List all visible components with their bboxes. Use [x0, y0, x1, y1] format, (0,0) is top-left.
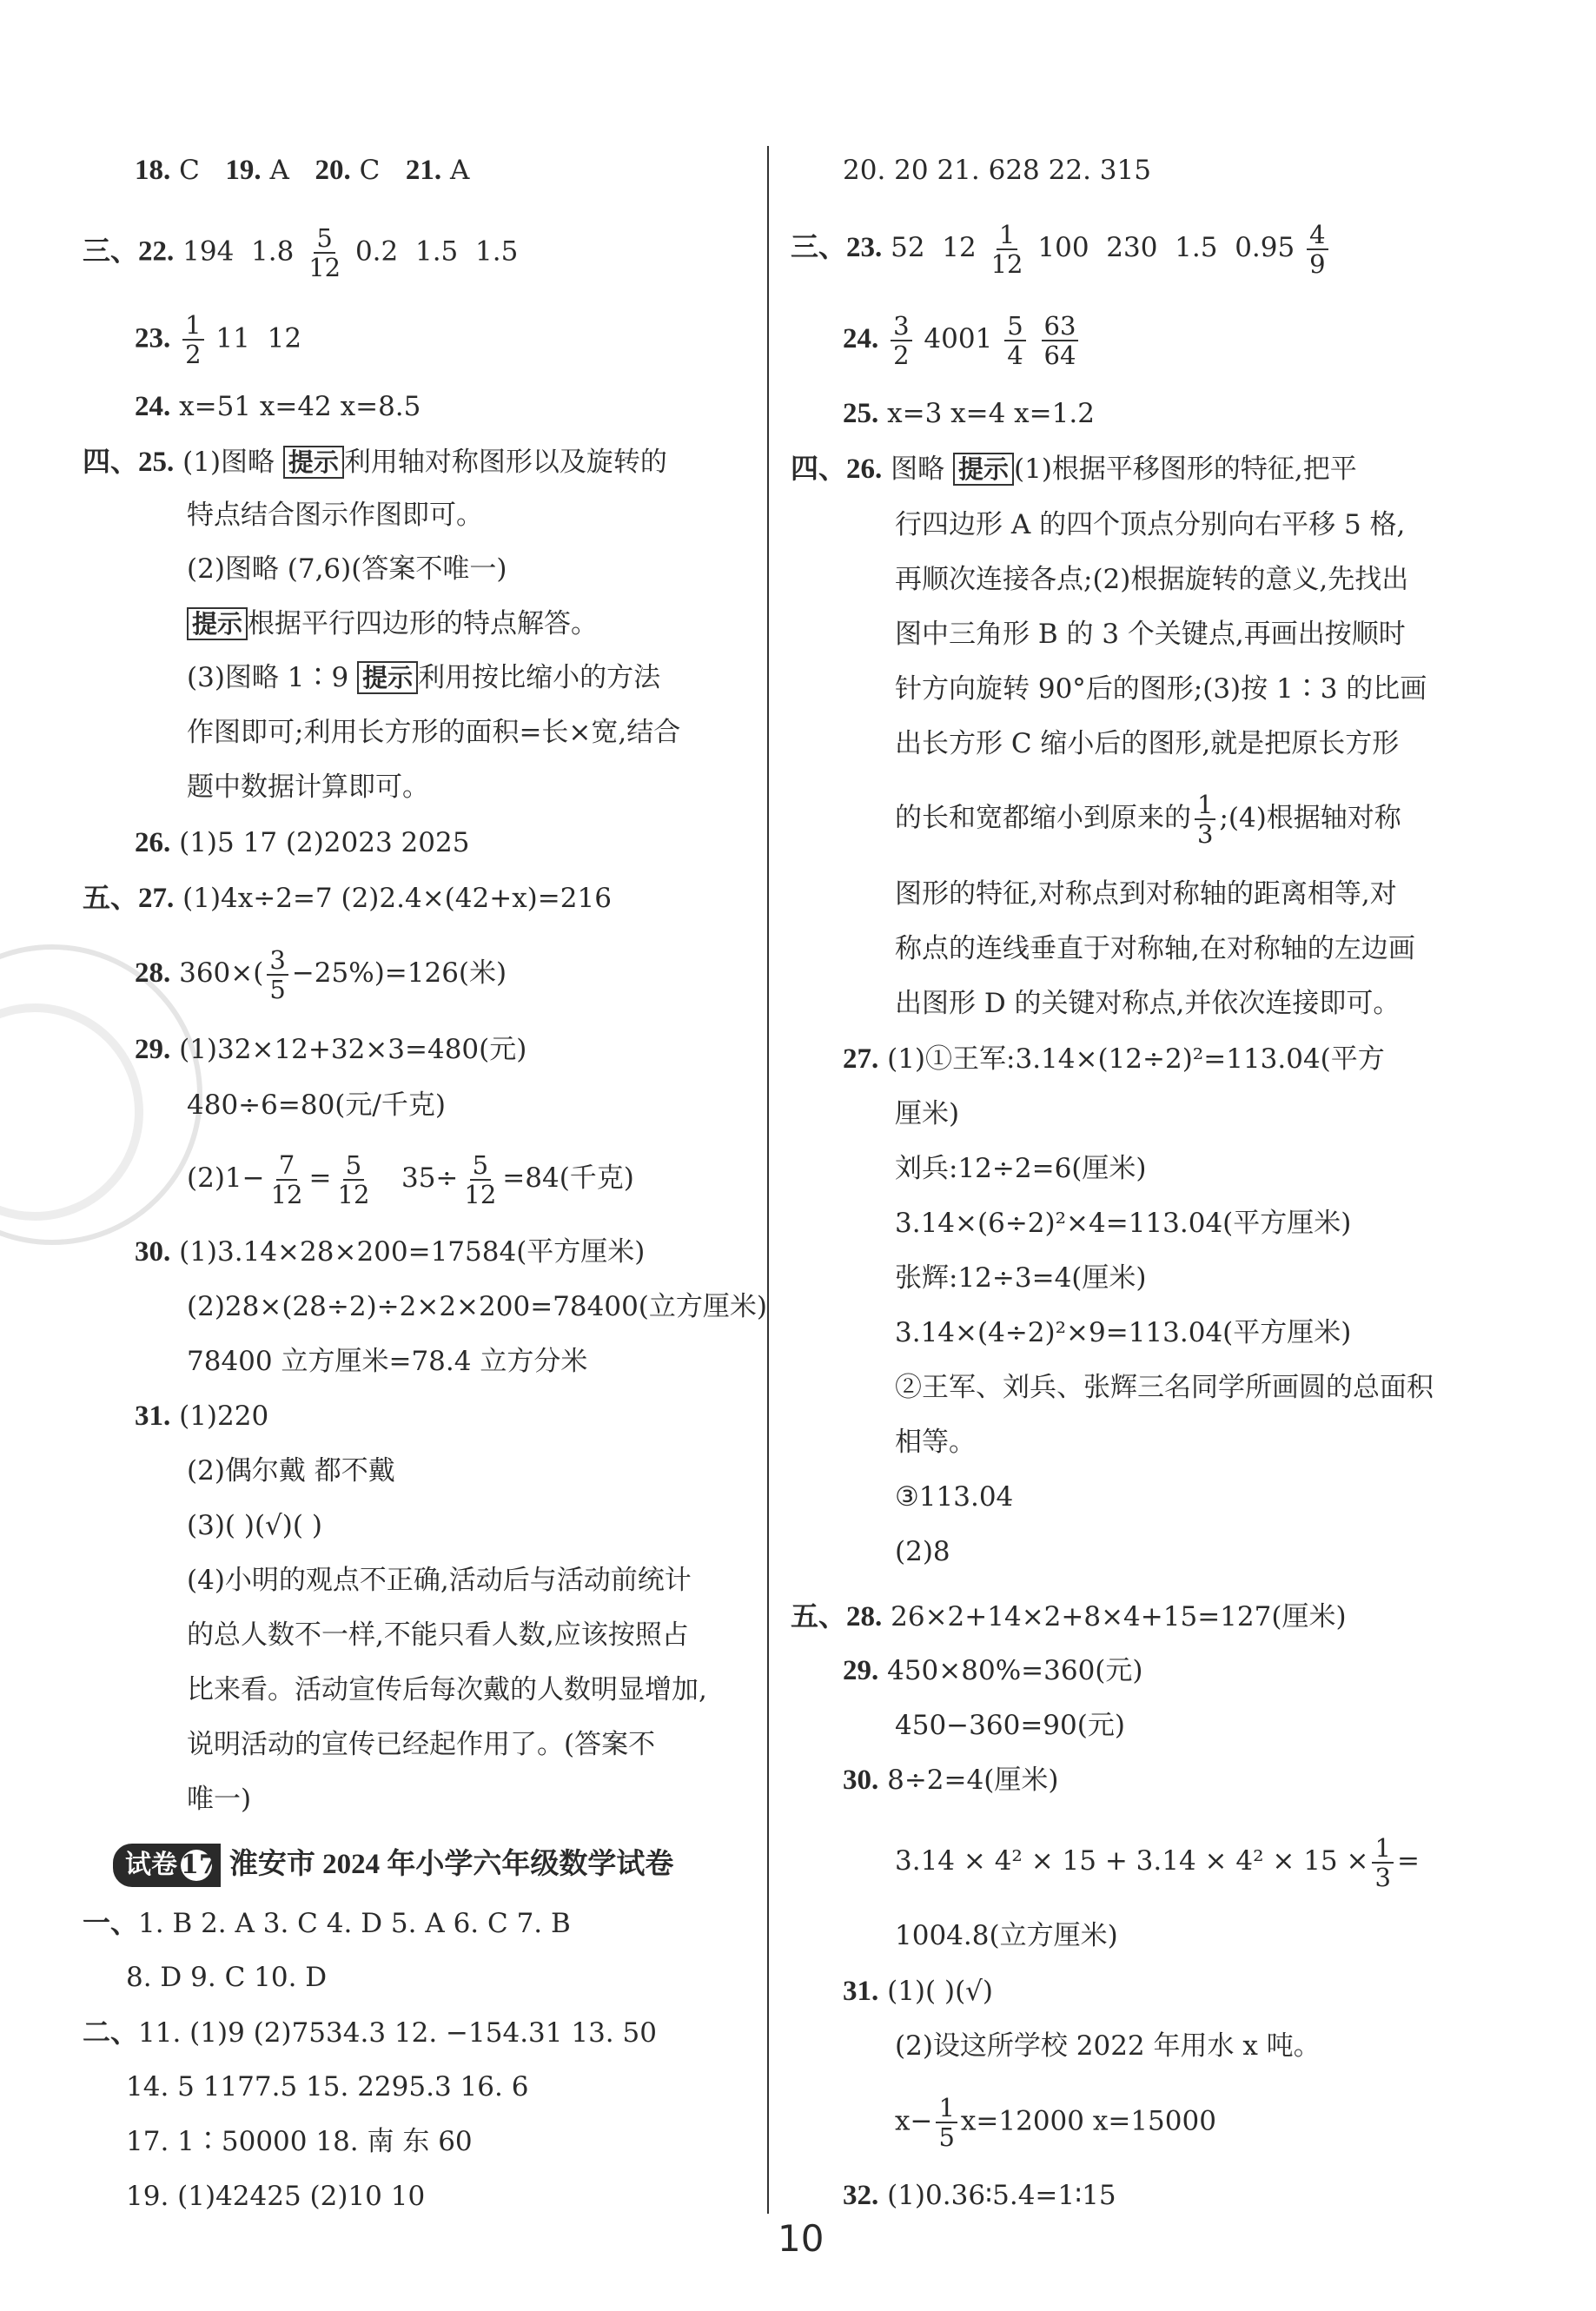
answer-25-line4: 提示 根据平行四边形的特点解答。 — [187, 606, 598, 641]
fraction: $\frac{4}{9}$ — [1307, 221, 1328, 278]
answer-30-line1: 30. (1)3.14×28×200=17584(平方厘米) — [135, 1236, 646, 1268]
answer-r27-line5: 张辉:12÷3=4(厘米) — [895, 1262, 1147, 1294]
paper-heading: 试卷 17 淮安市 2024 年小学六年级数学试卷 — [113, 1844, 673, 1884]
answer-r27-line6: 3.14×(4÷2)²×9=113.04(平方厘米) — [895, 1317, 1352, 1348]
answer-27: 五、27. (1)4x÷2=7 (2)2.4×(42+x)=216 — [83, 881, 612, 914]
fraction: $\frac{3}{2}$ — [891, 312, 911, 369]
answer-30-line2: (2)28×(28÷2)÷2×2×200=78400(立方厘米) — [187, 1291, 767, 1322]
answer-25-line2: 特点结合图示作图即可。 — [187, 500, 483, 531]
answer-r30-line1: 30. 8÷2=4(厘米) — [843, 1765, 1059, 1796]
answer-r26-line1: 四、26. 图略 提示 (1)根据平移图形的特征,把平 — [791, 452, 1357, 485]
answer-r26-line9: 称点的连线垂直于对称轴,在对称轴的左边画 — [895, 933, 1415, 964]
paper-answers-6: 19. (1)42425 (2)10 10 — [126, 2181, 426, 2212]
fraction: $\frac{3}{5}$ — [267, 946, 288, 1003]
fraction: $\frac{1}{5}$ — [936, 2094, 957, 2151]
paper-answers-4: 14. 5 1177.5 15. 2295.3 16. 6 — [126, 2071, 529, 2102]
answer-31-line4: (4)小明的观点不正确,活动后与活动前统计 — [187, 1565, 692, 1596]
answer-18-21: 18. C 19. A 20. C 21. A — [135, 155, 470, 186]
answer-r26-line8: 图形的特征,对称点到对称轴的距离相等,对 — [895, 878, 1397, 910]
answer-r31-line3: x− $\frac{1}{5}$ x=12000 x=15000 — [895, 2093, 1216, 2152]
answer-r24: 24. $\frac{3}{2}$ 4001 $\frac{5}{4}$ $\frac{63}{64}$ — [843, 311, 1082, 367]
answer-24: 24. x=51 x=42 x=8.5 — [135, 391, 421, 422]
answer-31-line3: (3)( )(√)( ) — [187, 1510, 322, 1541]
paper-answers-1: 一、1. B 2. A 3. C 4. D 5. A 6. C 7. B — [83, 1906, 571, 1939]
answer-r26-line6: 出长方形 C 缩小后的图形,就是把原长方形 — [895, 728, 1400, 759]
answer-31-line8: 唯一) — [187, 1784, 252, 1815]
answer-r26-line3: 再顺次连接各点;(2)根据旋转的意义,先找出 — [895, 564, 1409, 595]
answer-25-line3: (2)图略 (7,6)(答案不唯一) — [187, 553, 507, 585]
answer-31-line6: 比来看。活动宣传后每次戴的人数明显增加, — [187, 1674, 707, 1705]
fraction: $\frac{1}{12}$ — [990, 219, 1023, 279]
answer-29-line3: (2)1− $\frac{7}{12}$ = $\frac{5}{12}$ 35÷ $\frac{5}{12}$ =84(千克) — [187, 1149, 634, 1209]
answer-r31-line2: (2)设这所学校 2022 年用水 x 吨。 — [895, 2030, 1321, 2062]
answer-29-line2: 480÷6=80(元/千克) — [187, 1089, 446, 1121]
answer-25-line7: 题中数据计算即可。 — [187, 771, 429, 803]
answer-r27-line8: 相等。 — [895, 1427, 976, 1458]
answer-r23: 三、23. 52 12 $\frac{1}{12}$ 100 230 1.5 0.95 $\frac{4}{9}$ — [791, 219, 1332, 275]
fraction: $\frac{5}{12}$ — [308, 223, 341, 282]
answer-r29-line1: 29. 450×80%=360(元) — [843, 1655, 1143, 1686]
answer-r27-line4: 3.14×(6÷2)²×4=113.04(平方厘米) — [895, 1208, 1352, 1239]
answer-25-line1: 四、25. (1)图略 提示 利用轴对称图形以及旋转的 — [83, 445, 667, 478]
hint-label: 提示 — [283, 446, 344, 479]
answer-r26-line4: 图中三角形 B 的 3 个关键点,再画出按顺时 — [895, 619, 1406, 650]
answer-r29-line2: 450−360=90(元) — [895, 1710, 1125, 1741]
paper-badge: 试卷 17 — [113, 1844, 221, 1887]
answer-r27-line9: ③113.04 — [895, 1481, 1014, 1513]
fraction: $\frac{1}{3}$ — [1372, 1834, 1393, 1891]
fraction: $\frac{5}{4}$ — [1004, 312, 1025, 369]
paper-answers-2: 8. D 9. C 10. D — [126, 1962, 328, 1993]
answer-28: 28. 360×( $\frac{3}{5}$ −25%)=126(米) — [135, 944, 507, 1004]
hint-label: 提示 — [953, 453, 1014, 486]
hint-label: 提示 — [357, 661, 418, 694]
answer-r25: 25. x=3 x=4 x=1.2 — [843, 398, 1095, 429]
fraction: $\frac{1}{3}$ — [1195, 791, 1215, 848]
answer-r26-line7: 的长和宽都缩小到原来的 $\frac{1}{3}$ ;(4)根据轴对称 — [895, 790, 1401, 849]
answer-25-line6: 作图即可;利用长方形的面积=长×宽,结合 — [187, 717, 681, 748]
answer-20-22: 20. 20 21. 628 22. 315 — [843, 155, 1151, 186]
page-number: 10 — [778, 2217, 824, 2260]
fraction: $\frac{7}{12}$ — [270, 1149, 303, 1209]
answer-r31-line1: 31. (1)( )(√) — [843, 1976, 994, 2007]
answer-r27-line1: 27. (1)①王军:3.14×(12÷2)²=113.04(平方 — [843, 1043, 1385, 1075]
answer-r27-line10: (2)8 — [895, 1536, 950, 1567]
answer-r27-line2: 厘米) — [895, 1098, 960, 1129]
answer-23: 23. $\frac{1}{2}$ 11 12 — [135, 310, 302, 369]
hint-label: 提示 — [187, 607, 248, 640]
answer-r27-line7: ②王军、刘兵、张辉三名同学所画圆的总面积 — [895, 1372, 1434, 1403]
answer-r28: 五、28. 26×2+14×2+8×4+15=127(厘米) — [791, 1599, 1347, 1632]
answer-31-line1: 31. (1)220 — [135, 1401, 269, 1432]
answer-26: 26. (1)5 17 (2)2023 2025 — [135, 827, 470, 858]
fraction: $\frac{5}{12}$ — [337, 1149, 370, 1209]
answer-r30-line3: 1004.8(立方厘米) — [895, 1920, 1118, 1951]
fraction: $\frac{1}{2}$ — [182, 311, 203, 368]
answer-31-line2: (2)偶尔戴 都不戴 — [187, 1455, 395, 1487]
answer-r30-line2: 3.14 × 4² × 15 + 3.14 × 4² × 15 × $\frac{1}{3}$ = — [895, 1832, 1420, 1892]
answer-29-line1: 29. (1)32×12+32×3=480(元) — [135, 1034, 527, 1065]
answer-25-line5: (3)图略 1∶9 提示 利用按比缩小的方法 — [187, 662, 661, 693]
answer-22: 三、22. 194 1.8 $\frac{5}{12}$ 0.2 1.5 1.5 — [83, 223, 519, 282]
paper-answers-5: 17. 1∶50000 18. 南 东 60 — [126, 2126, 473, 2157]
answer-r27-line3: 刘兵:12÷2=6(厘米) — [895, 1153, 1147, 1184]
fraction: $\frac{5}{12}$ — [464, 1149, 497, 1209]
column-divider — [767, 146, 769, 2214]
answer-30-line3: 78400 立方厘米=78.4 立方分米 — [187, 1346, 588, 1377]
answer-r26-line2: 行四边形 A 的四个顶点分别向右平移 5 格, — [895, 509, 1406, 540]
answer-31-line7: 说明活动的宣传已经起作用了。(答案不 — [187, 1729, 656, 1760]
answer-r26-line10: 出图形 D 的关键对称点,并依次连接即可。 — [895, 988, 1401, 1019]
fraction: $\frac{63}{64}$ — [1042, 312, 1079, 369]
answer-r26-line5: 针方向旋转 90°后的图形;(3)按 1∶3 的比画 — [895, 673, 1427, 705]
paper-answers-3: 二、11. (1)9 (2)7534.3 12. −154.31 13. 50 — [83, 2016, 657, 2049]
answer-31-line5: 的总人数不一样,不能只看人数,应该按照占 — [187, 1619, 689, 1651]
answer-r32: 32. (1)0.36∶5.4=1∶15 — [843, 2180, 1116, 2211]
